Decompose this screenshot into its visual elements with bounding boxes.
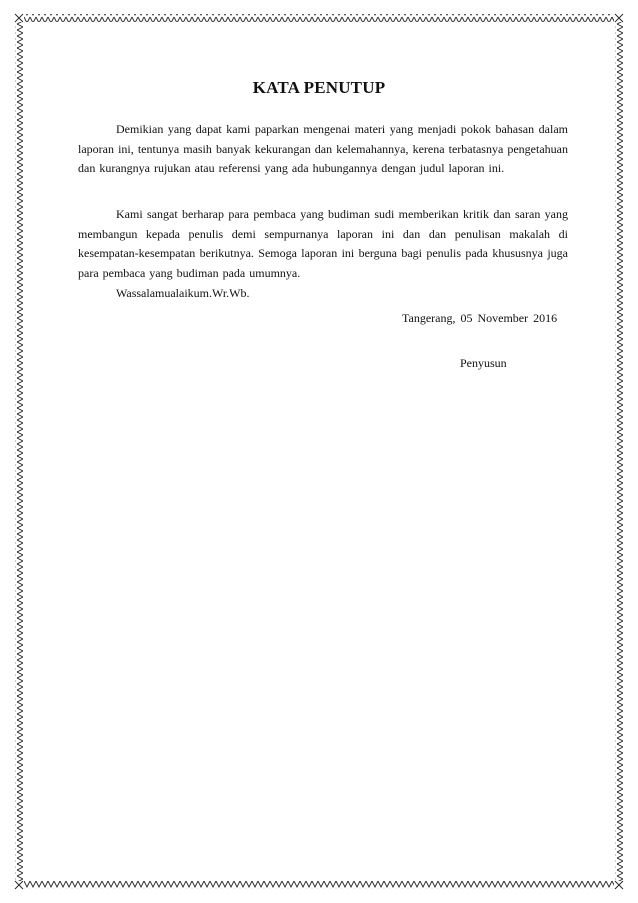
place-and-date: Tangerang, 05 November 2016 [402,311,558,325]
closing-salutation: Wassalamualaikum.Wr.Wb. [116,286,250,300]
author-signature-label: Penyusun [460,356,507,370]
paragraph-closing-remarks: Demikian yang dapat kami paparkan mengenai materi yang menjadi pokok bahasan dalam laporan ini, tentunya masih banyak kekurangan dan kelemahannya, kerena terbatasnya pengetahuan dan kurangnya rujukan atau referensi yang ada hubungannya dengan judul laporan ini. [78,122,568,175]
paragraph-request-feedback: Kami sangat berharap para pembaca yang budiman sudi memberikan kritik dan saran yang membangun kepada penulis demi sempurnanya laporan ini dan dan penulisan makalah di kesempatan-kesempatan berikutnya. Semoga laporan ini berguna bagi penulis pada khususnya juga para pembaca yang budiman pada umumnya. [78,207,568,280]
page-title: KATA PENUTUP [252,78,386,97]
